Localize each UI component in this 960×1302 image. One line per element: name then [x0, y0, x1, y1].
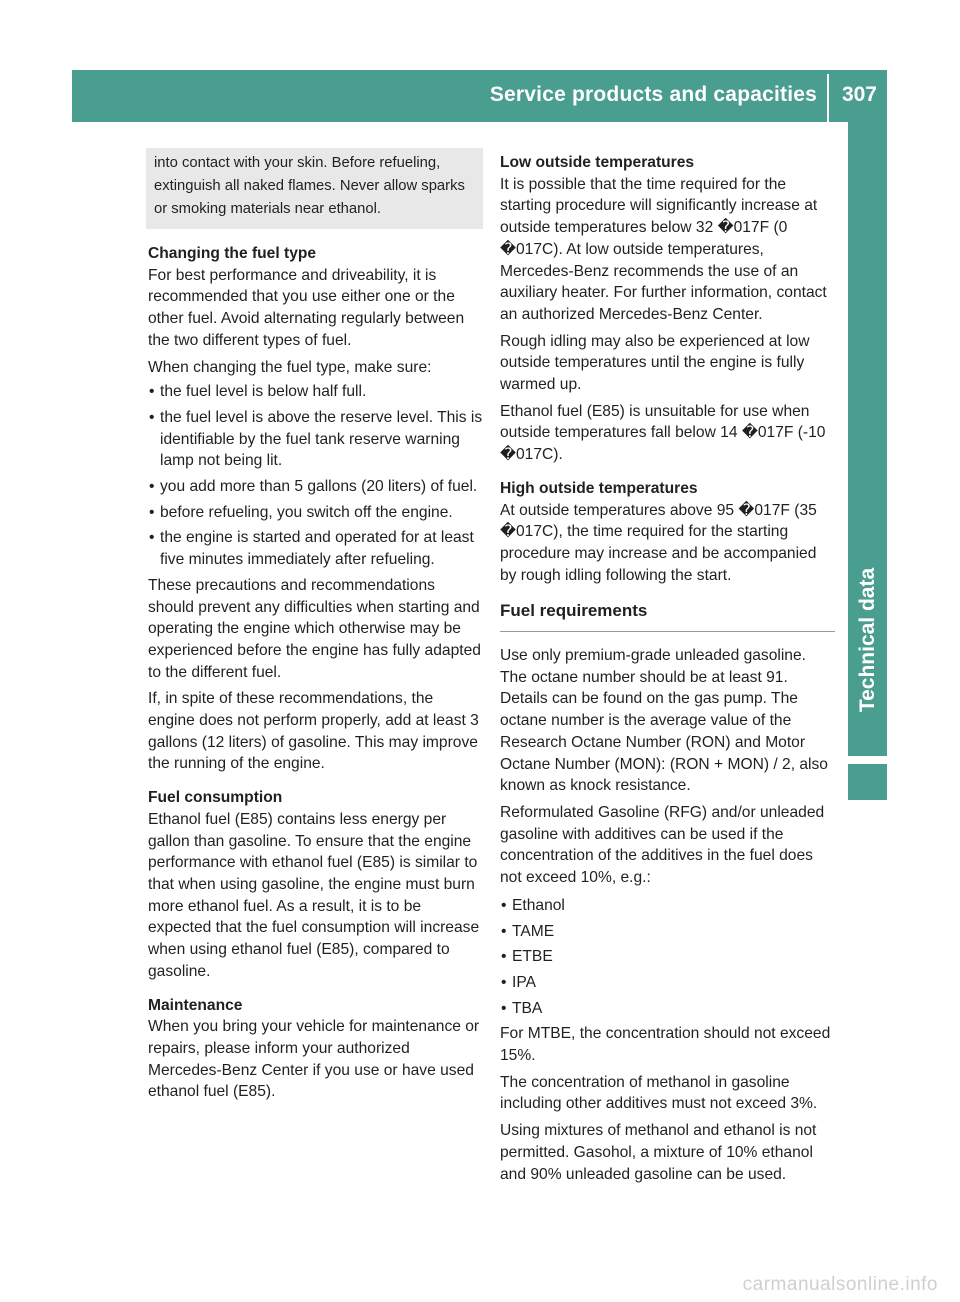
page-number: 307 [841, 83, 877, 106]
heading-low-temperatures: Low outside temperatures [500, 154, 695, 171]
changing-after: These precautions and recommendations should prevent any difficulties when starting and operating the engine which otherwise may be experienced before the engine has fully adapted to the different fuel. [148, 576, 481, 681]
list-item: • ETBE [500, 946, 835, 968]
list-item: • you add more than 5 gallons (20 liters) of fuel. [148, 476, 483, 498]
header-bar [72, 70, 887, 122]
header-divider [827, 74, 829, 122]
additives-list [500, 895, 835, 1020]
fuel-req-p1: Use only premium-grade unleaded gasoline. The octane number should be at least 91. Details can be found on the gas pump. The octane number is the average value of the Research Octane Number (RON) and Motor Octane Number (MON): (RON + MON) / 2, also known as knock resistance. [500, 647, 828, 795]
watermark: carmanualsonline.info [742, 1274, 938, 1295]
fuel-req-p5: Using mixtures of methanol and ethanol is not permitted. Gasohol, a mixture of 10% ethanol and 90% unleaded gasoline can be used. [500, 1122, 817, 1183]
warning-box: into contact with your skin. Before refueling, extinguish all naked flames. Never allow sparks or smoking materials near ethanol. [146, 148, 483, 229]
heading-maintenance: Maintenance [148, 996, 243, 1014]
fuel-req-p4: The concentration of methanol in gasoline including other additives must not exceed 3%. [500, 1073, 818, 1113]
low-temp-p2: Rough idling may also be experienced at low outside temperatures until the engine is fully warmed up. [500, 332, 810, 394]
list-item: • Ethanol [500, 895, 835, 917]
heading-changing-fuel-type: Changing the fuel type [148, 245, 317, 262]
low-temp-p1: It is possible that the time required for the starting procedure will significantly increase at outside temperatures below 32 �017F (0 �017C). At low outside temperatures, Mercedes-Benz recommends the use of an auxiliary heater. For further information, contact an authorized Mercedes-Benz Center. [500, 175, 827, 323]
chapter-marker-block [848, 764, 887, 800]
heading-high-temperatures: High outside temperatures [500, 479, 698, 497]
low-temp-p3: Ethanol fuel (E85) is unsuitable for use when outside temperatures fall below 14 �017F (-10 �017C). [500, 402, 826, 464]
heading-fuel-requirements: Fuel requirements [500, 600, 835, 632]
list-item: • IPA [500, 972, 835, 994]
changing-checklist [148, 381, 483, 571]
high-temp-p1: At outside temperatures above 95 �017F (35 �017C), the time required for the starting procedure may increase and be accompanied by rough idling following the start. [500, 501, 817, 584]
maintenance-text: When you bring your vehicle for maintenance or repairs, please inform your authorized Mercedes-Benz Center if you use or have used ethanol fuel (E85). [148, 1018, 480, 1101]
fuel-req-p3: For MTBE, the concentration should not exceed 15%. [500, 1025, 831, 1065]
list-item: • the fuel level is above the reserve level. This is identifiable by the fuel tank reserve warning lamp not being lit. [148, 407, 483, 472]
changing-lead: When changing the fuel type, make sure: [148, 358, 432, 376]
fuel-req-p2: Reformulated Gasoline (RFG) and/or unleaded gasoline with additives can be used if the concentration of the additives in the fuel does not exceed 10%, e.g.: [500, 803, 825, 887]
chapter-tab-label: Technical data [855, 567, 879, 713]
list-item: • TAME [500, 921, 835, 943]
section-title: Service products and capacities [489, 83, 817, 106]
right-column [500, 152, 835, 1185]
list-item: • the engine is started and operated for at least five minutes immediately after refueling. [148, 527, 483, 570]
list-item: • before refueling, you switch off the engine. [148, 502, 483, 524]
list-item: • the fuel level is below half full. [148, 381, 483, 403]
changing-intro: For best performance and driveability, it is recommended that you use either one or the other fuel. Avoid alternating regularly between the two different types of fuel. [148, 266, 465, 349]
heading-fuel-consumption: Fuel consumption [148, 789, 283, 807]
changing-if-not: If, in spite of these recommendations, the engine does not perform properly, add at least 3 gallons (12 liters) of gasoline. This may improve the running of the engine. [148, 690, 479, 773]
consumption-text: Ethanol fuel (E85) contains less energy per gallon than gasoline. To ensure that the engine performance with ethanol fuel (E85) is similar to that when using gasoline, the engine must burn more ethanol fuel. As a result, it is to be expected that the fuel consumption will increase when using ethanol fuel (E85), compared to gasoline. [148, 810, 480, 980]
list-item: • TBA [500, 998, 835, 1020]
left-column [148, 150, 483, 1103]
